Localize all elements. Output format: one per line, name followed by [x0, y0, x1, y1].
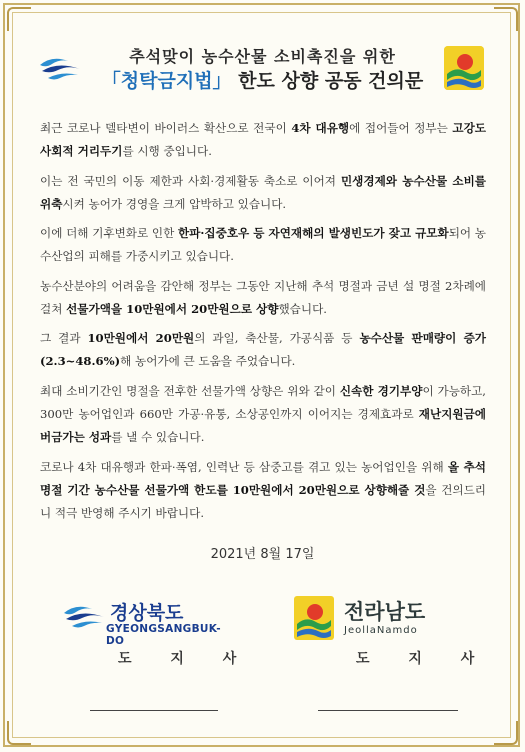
paragraph-text: 를 낼 수 있습니다.: [111, 430, 205, 444]
emphasized-text: 고강도 사회적 거리두기: [40, 121, 487, 158]
gyeongbuk-logo-icon: [62, 602, 106, 632]
jeonnam-name: 전라남도: [344, 600, 426, 624]
gyeongbuk-name: 경상북도: [110, 602, 184, 624]
jeonnam-logo-icon: [292, 596, 336, 640]
paragraph-text: 되어 농수산업의 피해를 가중시키고 있습니다.: [40, 226, 486, 263]
paragraph-6: [40, 380, 486, 449]
paragraph-1: [40, 117, 486, 163]
emphasized-text: 선물가액을 10만원에서 20만원으로 상향: [66, 302, 279, 316]
paragraph-5: [40, 327, 486, 373]
corner-ornament: [7, 7, 31, 31]
paragraph-text: 했습니다.: [278, 302, 327, 316]
gyeongbuk-logo-icon: [38, 55, 82, 83]
emphasized-text: 농수산물 판매량이 증가(2.3~48.6%): [40, 331, 486, 368]
paragraph-text: 코로나 4차 대유행과 한파·폭염, 인력난 등 삼중고를 겪고 있는 농어업인을 위해: [40, 460, 448, 474]
title-rest: 한도 상향 공동 건의문: [231, 70, 424, 92]
gyeongbuk-governor-label: 도 지 사: [118, 651, 254, 667]
jeonnam-logo-icon: [444, 46, 484, 90]
paragraph-text: 에 접어들어 정부는: [349, 121, 453, 135]
corner-ornament: [494, 7, 518, 31]
paragraph-text: 최대 소비기간인 명절을 전후한 선물가액 상향은 위와 같이: [40, 384, 340, 398]
gyeongbuk-english-name: GYEONGSANGBUK-DO: [106, 623, 221, 647]
jeonnam-signature-line: [318, 710, 458, 711]
paragraph-text: 을 건의드리니 적극 반영해 주시기 바랍니다.: [40, 483, 486, 520]
gyeongbuk-signature-line: [90, 710, 218, 711]
paragraph-text: 농수산분야의 어려움을 감안해 정부는 그동안 지난해 추석 명절과 금년 설 명절 2차례에 걸쳐: [40, 279, 486, 316]
paragraph-text: 최근 코로나 델타변이 바이러스 확산으로 전국이: [40, 121, 292, 135]
document-date: 2021년 8월 17일: [210, 547, 315, 562]
emphasized-text: 4차 대유행: [291, 121, 350, 135]
paragraph-4: [40, 275, 486, 321]
paragraph-text: 해 농어가에 큰 도움을 주었습니다.: [120, 354, 296, 368]
corner-ornament: [7, 721, 31, 745]
emphasized-text: 재난지원금에 버금가는 성과: [40, 407, 486, 444]
emphasized-text: 민생경제와 농수산물 소비를 위축: [40, 174, 487, 211]
paragraph-text: 이는 전 국민의 이동 제한과 사회·경제활동 축소로 이어져: [40, 174, 341, 188]
title-highlight: 「청탁금지법」: [101, 70, 232, 92]
document-title: [90, 66, 435, 93]
paragraph-text: 이에 더해 기후변화로 인한: [40, 226, 178, 240]
document-subtitle: 추석맞이 농수산물 소비촉진을 위한: [129, 47, 396, 66]
jeonnam-governor-label: 도 지 사: [356, 651, 492, 667]
emphasized-text: 10만원에서 20만원: [87, 331, 195, 345]
corner-ornament: [494, 721, 518, 745]
emphasized-text: 올 추석명절 기간 농수산물 선물가액 한도를 10만원에서 20만원으로 상향해줄 것: [40, 460, 486, 497]
paragraph-text: 시켜 농어가 경영을 크게 압박하고 있습니다.: [62, 197, 287, 211]
jeonnam-english-name: JeollaNamdo: [344, 625, 418, 636]
jeonnam-signature-logo: [292, 596, 462, 640]
paragraph-text: 를 시행 중입니다.: [122, 144, 212, 158]
paragraph-text: 의 과일, 축산물, 가공식품 등: [194, 331, 360, 345]
paragraph-7: [40, 456, 486, 525]
paragraph-text: 그 결과: [40, 331, 88, 345]
paragraph-2: [40, 170, 486, 216]
paragraph-text: 이 가능하고, 300만 농어업인과 660만 가공·유통, 소상공인까지 이어지는 경제효과로: [40, 384, 486, 421]
emphasized-text: 신속한 경기부양: [339, 384, 423, 398]
gyeongbuk-signature-logo: [62, 598, 232, 647]
emphasized-text: 한파·집중호우 등 자연재해의 발생빈도가 잦고 규모화: [178, 226, 449, 240]
paragraph-3: [40, 222, 486, 268]
